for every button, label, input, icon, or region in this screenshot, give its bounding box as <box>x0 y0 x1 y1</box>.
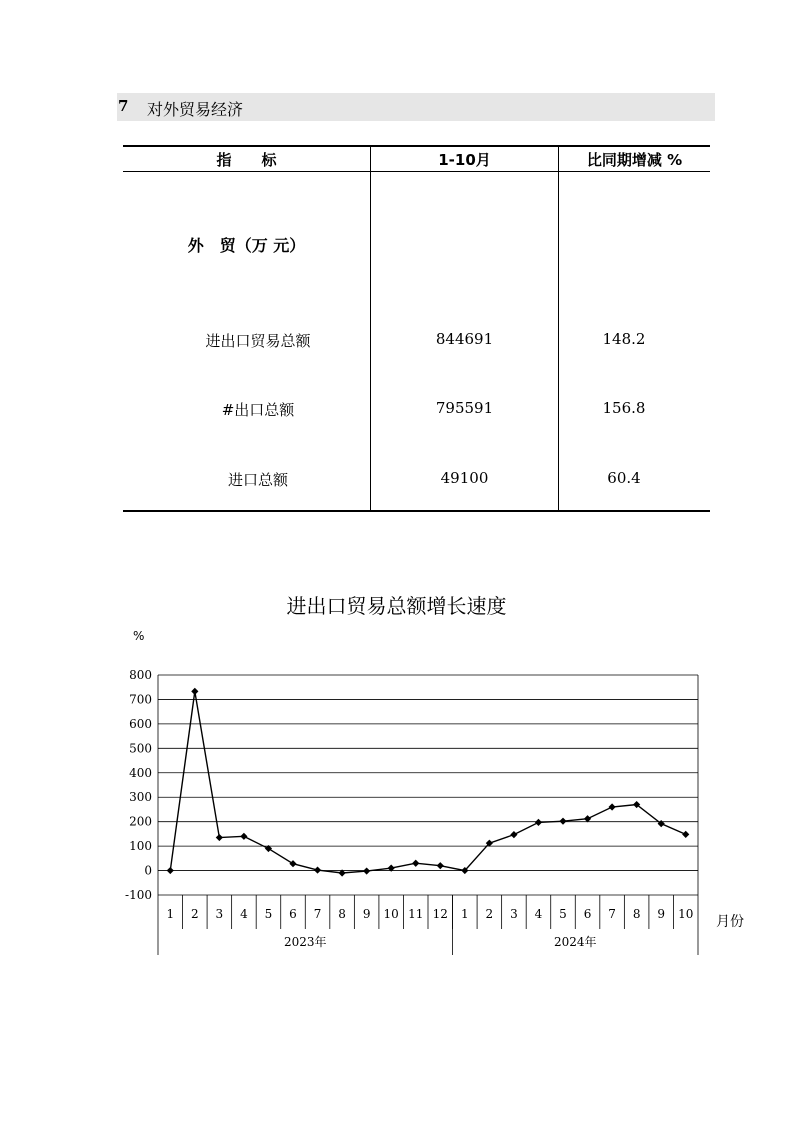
x-tick-label: 6 <box>289 907 297 921</box>
y-tick-label: 700 <box>129 692 152 707</box>
x-group-label: 2023年 <box>283 935 327 949</box>
x-tick-label: 4 <box>534 907 543 921</box>
data-point <box>412 860 419 867</box>
row-change: 156.8 <box>602 399 646 417</box>
x-tick-label: 10 <box>383 907 399 921</box>
x-tick-label: 3 <box>510 907 518 921</box>
y-tick-label: 500 <box>129 741 152 756</box>
data-point <box>510 831 517 838</box>
data-point <box>289 860 296 867</box>
row-label: 进出口贸易总额 <box>205 332 311 350</box>
x-tick-label: 4 <box>240 907 248 921</box>
row-label: #出口总额 <box>221 401 295 419</box>
x-tick-label: 8 <box>632 907 641 921</box>
x-tick-label: 3 <box>215 907 224 921</box>
chart-title: 进出口贸易总额增长速度 <box>286 594 507 618</box>
y-tick-label: 800 <box>129 668 152 682</box>
section-title: 对外贸易经济 <box>147 100 244 119</box>
y-tick-label: 600 <box>129 716 152 731</box>
x-tick-label: 11 <box>408 907 424 921</box>
data-point <box>240 833 247 840</box>
y-tick-label: 200 <box>129 814 152 829</box>
x-tick-label: 5 <box>559 907 567 921</box>
data-point <box>682 831 689 838</box>
data-point <box>437 862 444 869</box>
section-number: 7 <box>118 97 129 115</box>
x-tick-label: 5 <box>264 907 273 921</box>
row-label: 进口总额 <box>227 471 288 489</box>
header-period: 1-10月 <box>438 151 491 169</box>
y-tick-label: 100 <box>129 839 152 854</box>
x-group-label: 2024年 <box>553 935 597 949</box>
data-point <box>584 815 591 822</box>
header-change: 比同期增减 % <box>586 151 683 169</box>
x-tick-label: 10 <box>678 907 694 921</box>
data-point <box>191 688 198 695</box>
data-point <box>559 818 566 825</box>
x-tick-label: 2 <box>485 907 494 921</box>
y-tick-label: 400 <box>129 765 152 780</box>
data-point <box>608 803 615 810</box>
x-tick-label: 1 <box>460 907 469 921</box>
y-tick-label: -100 <box>125 888 152 902</box>
x-tick-label: 8 <box>338 907 346 921</box>
row-change: 60.4 <box>607 469 641 487</box>
y-tick-label: 0 <box>144 863 152 878</box>
x-axis-title: 月份 <box>716 914 744 930</box>
row-change: 148.2 <box>602 330 646 348</box>
x-tick-label: 6 <box>583 907 592 921</box>
group-label-foreign-trade: 外 贸（万 元） <box>187 236 306 255</box>
header-indicator: 指 标 <box>216 151 277 169</box>
y-axis-unit: % <box>133 629 145 643</box>
x-tick-label: 7 <box>608 907 616 921</box>
data-point <box>535 819 542 826</box>
data-point <box>216 834 223 841</box>
data-point <box>167 867 174 874</box>
x-tick-label: 9 <box>362 907 371 921</box>
data-point <box>314 866 321 873</box>
x-tick-label: 9 <box>657 907 666 921</box>
row-value: 844691 <box>435 330 494 348</box>
x-tick-label: 1 <box>166 907 175 921</box>
x-tick-label: 2 <box>190 907 199 921</box>
row-value: 49100 <box>440 469 489 487</box>
data-point <box>363 867 370 874</box>
x-tick-label: 7 <box>313 907 322 921</box>
row-value: 795591 <box>435 399 494 417</box>
y-tick-label: 300 <box>129 790 152 805</box>
x-tick-label: 12 <box>432 907 448 921</box>
